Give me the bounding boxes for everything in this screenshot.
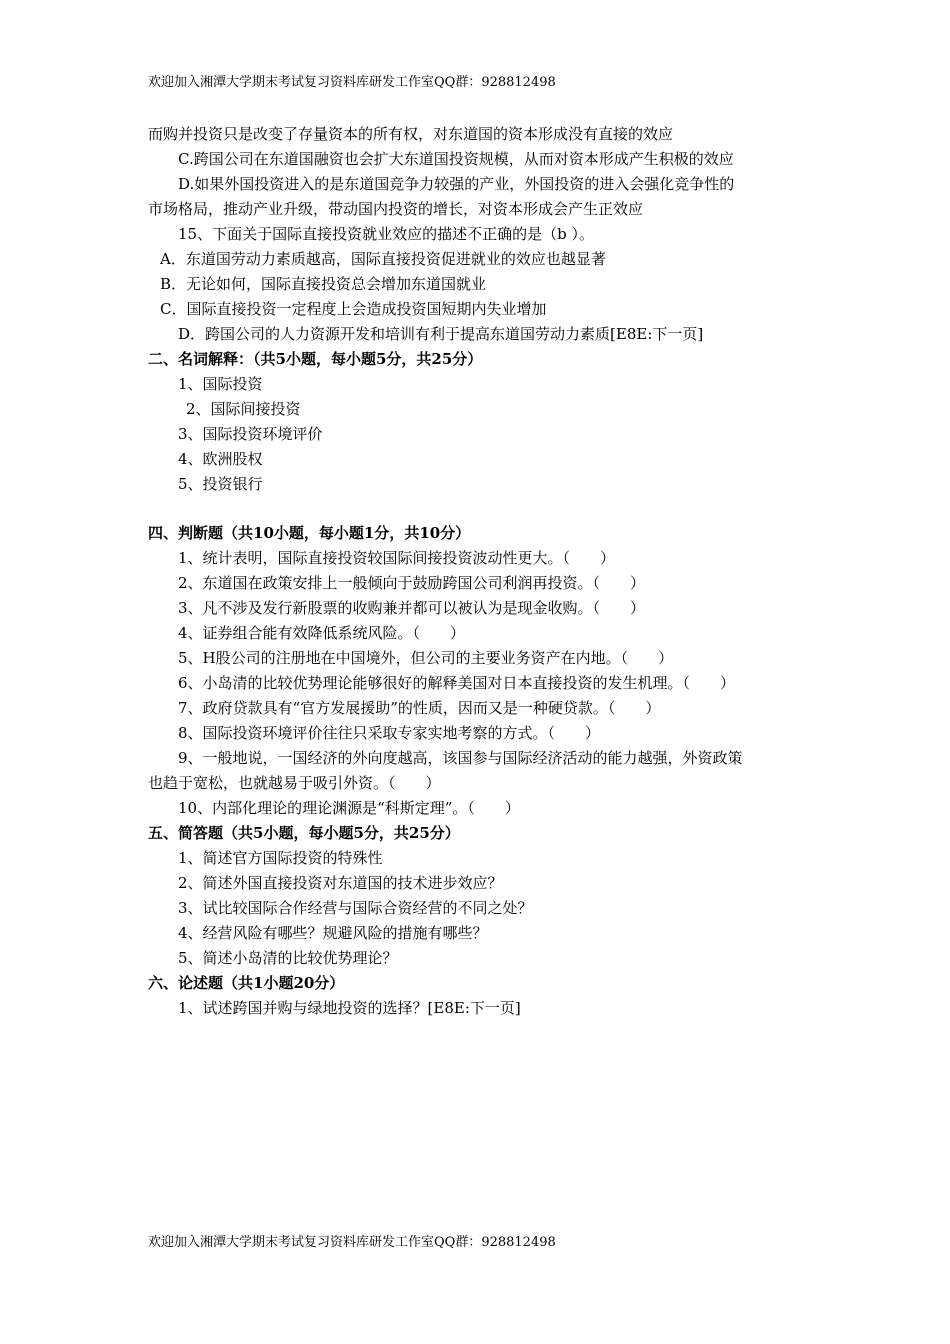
list-item: 5、投资银行 [178, 475, 263, 493]
list-item: 4、欧洲股权 [178, 450, 263, 468]
list-item: 7、政府贷款具有“官方发展援助”的性质，因而又是一种硬贷款。（ ） [178, 699, 661, 717]
text-line: 市场格局，推动产业升级，带动国内投资的增长，对资本形成会产生正效应 [148, 200, 644, 218]
page-header: 欢迎加入湘潭大学期末考试复习资料库研发工作室QQ群：928812498 [148, 75, 556, 90]
list-item: 6、小岛清的比较优势理论能够很好的解释美国对日本直接投资的发生机理。（ ） [178, 674, 736, 692]
option-c-line: C．国际直接投资一定程度上会造成投资国短期内失业增加 [160, 300, 547, 318]
list-item: 5、H股公司的注册地在中国境外，但公司的主要业务资产在内地。（ ） [178, 649, 674, 667]
page-footer: 欢迎加入湘潭大学期末考试复习资料库研发工作室QQ群：928812498 [148, 1235, 556, 1250]
section-heading-short-answer: 五、简答题（共5小题，每小题5分，共25分） [148, 824, 460, 842]
list-item: 9、一般地说，一国经济的外向度越高，该国参与国际经济活动的能力越强，外资政策 [178, 749, 743, 767]
list-item: 1、简述官方国际投资的特殊性 [178, 849, 383, 867]
list-item: 1、试述跨国并购与绿地投资的选择？[E8E:下一页] [178, 999, 521, 1017]
text-line: 而购并投资只是改变了存量资本的所有权，对东道国的资本形成没有直接的效应 [148, 125, 674, 143]
list-item: 2、国际间接投资 [186, 400, 301, 418]
section-heading-essay: 六、论述题（共1小题20分） [148, 974, 345, 992]
list-item: 1、统计表明，国际直接投资较国际间接投资波动性更大。（ ） [178, 549, 616, 567]
option-d-line: D．跨国公司的人力资源开发和培训有利于提高东道国劳动力素质[E8E:下一页] [178, 325, 704, 343]
list-item: 2、东道国在政策安排上一般倾向于鼓励跨国公司利润再投资。（ ） [178, 574, 646, 592]
section-heading-true-false: 四、判断题（共10小题，每小题1分，共10分） [148, 524, 471, 542]
list-item: 4、证券组合能有效降低系统风险。（ ） [178, 624, 466, 642]
list-item: 3、试比较国际合作经营与国际合资经营的不同之处？ [178, 899, 533, 917]
list-item: 2、简述外国直接投资对东道国的技术进步效应？ [178, 874, 503, 892]
section-heading-terms: 二、名词解释：（共5小题，每小题5分，共25分） [148, 350, 483, 368]
option-c-line: C.跨国公司在东道国融资也会扩大东道国投资规模，从而对资本形成产生积极的效应 [178, 150, 734, 168]
list-item: 5、简述小岛清的比较优势理论？ [178, 949, 398, 967]
list-item: 4、经营风险有哪些？规避风险的措施有哪些？ [178, 924, 488, 942]
list-item: 3、凡不涉及发行新股票的收购兼并都可以被认为是现金收购。（ ） [178, 599, 646, 617]
list-item: 1、国际投资 [178, 375, 263, 393]
option-a-line: A．东道国劳动力素质越高，国际直接投资促进就业的效应也越显著 [160, 250, 606, 268]
list-item: 10、内部化理论的理论渊源是“科斯定理”。（ ） [178, 799, 520, 817]
list-item: 8、国际投资环境评价往往只采取专家实地考察的方式。（ ） [178, 724, 601, 742]
option-d-line: D.如果外国投资进入的是东道国竞争力较强的产业，外国投资的进入会强化竞争性的 [178, 175, 735, 193]
list-item: 3、国际投资环境评价 [178, 425, 323, 443]
option-b-line: B．无论如何，国际直接投资总会增加东道国就业 [160, 275, 487, 293]
question-15: 15、下面关于国际直接投资就业效应的描述不正确的是（b ）。 [178, 225, 594, 243]
text-line: 也趋于宽松，也就越易于吸引外资。（ ） [148, 774, 441, 792]
